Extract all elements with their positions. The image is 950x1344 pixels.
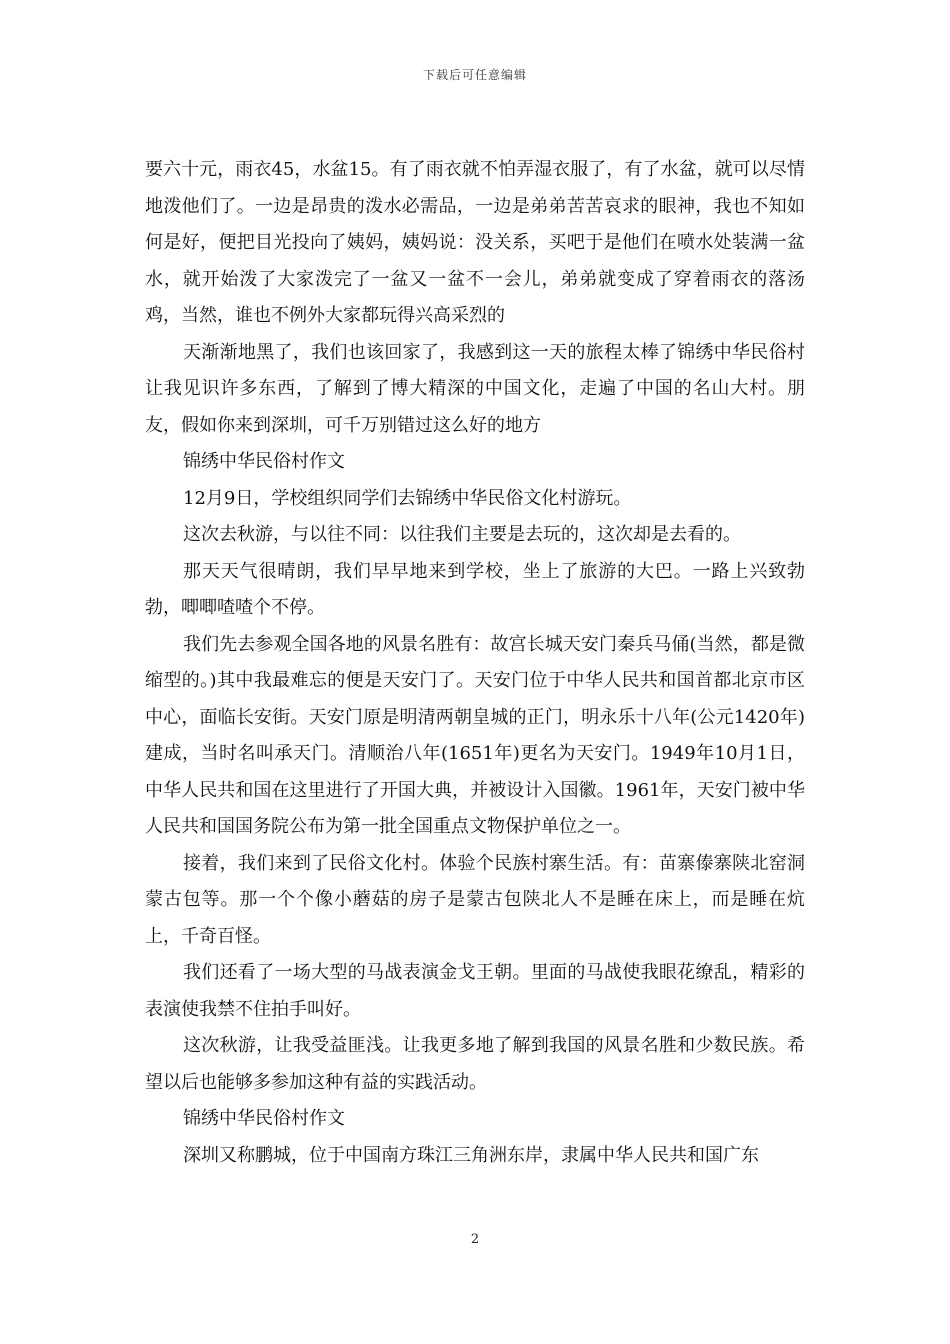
section-title: 锦绣中华民俗村作文 xyxy=(183,1108,345,1129)
document-body xyxy=(145,152,805,1174)
paragraph: 那天天气很晴朗，我们早早地来到学校，坐上了旅游的大巴。一路上兴致勃勃，唧唧喳喳个不停。 xyxy=(145,560,805,618)
paragraph: 我们还看了一场大型的马战表演金戈王朝。里面的马战使我眼花缭乱，精彩的表演使我禁不住拍手叫好。 xyxy=(145,962,805,1020)
paragraph: 天渐渐地黑了，我们也该回家了，我感到这一天的旅程太棒了锦绣中华民俗村让我见识许多东西，了解到了博大精深的中国文化，走遍了中国的名山大村。朋友，假如你来到深圳，可千万别错过这么好的地方 xyxy=(145,341,805,436)
page-header: 下载后可任意编辑 xyxy=(422,68,527,82)
section-title: 锦绣中华民俗村作文 xyxy=(183,451,345,472)
paragraph: 接着，我们来到了民俗文化村。体验个民族村寨生活。有：苗寨傣寨陕北窑洞蒙古包等。那一个个像小蘑菇的房子是蒙古包陕北人不是睡在床上，而是睡在炕上，千奇百怪。 xyxy=(145,852,805,947)
paragraph: 这次秋游，让我受益匪浅。让我更多地了解到我国的风景名胜和少数民族。希望以后也能够多参加这种有益的实践活动。 xyxy=(145,1035,805,1093)
paragraph: 深圳又称鹏城，位于中国南方珠江三角洲东岸，隶属中华人民共和国广东 xyxy=(183,1144,759,1166)
paragraph: 我们先去参观全国各地的风景名胜有：故宫长城天安门秦兵马俑(当然，都是微缩型的。)其中我最难忘的便是天安门了。天安门位于中华人民共和国首都北京市区中心，面临长安街。天安门原是明清两朝皇城的正门，明永乐十八年(公元1420年)建成，当时名叫承天门。清顺治八年(1651年)更名为天安门。1949年10月1日，中华人民共和国在这里进行了开国大典，并被设计入国徽。1961年，天安门被中华人民共和国国务院公布为第一批全国重点文物保护单位之一。 xyxy=(145,633,805,837)
paragraph: 12月9日，学校组织同学们去锦绣中华民俗文化村游玩。 xyxy=(183,487,632,509)
page-number: 2 xyxy=(470,1232,480,1247)
paragraph: 要六十元，雨衣45，水盆15。有了雨衣就不怕弄湿衣服了，有了水盆，就可以尽情地泼他们了。一边是昂贵的泼水必需品，一边是弟弟苦苦哀求的眼神，我也不知如何是好，便把目光投向了姨妈，姨妈说：没关系，买吧于是他们在喷水处装满一盆水，就开始泼了大家泼完了一盆又一盆不一会儿，弟弟就变成了穿着雨衣的落汤鸡，当然，谁也不例外大家都玩得兴高采烈的 xyxy=(145,159,805,326)
paragraph: 这次去秋游，与以往不同：以往我们主要是去玩的，这次却是去看的。 xyxy=(183,524,741,545)
